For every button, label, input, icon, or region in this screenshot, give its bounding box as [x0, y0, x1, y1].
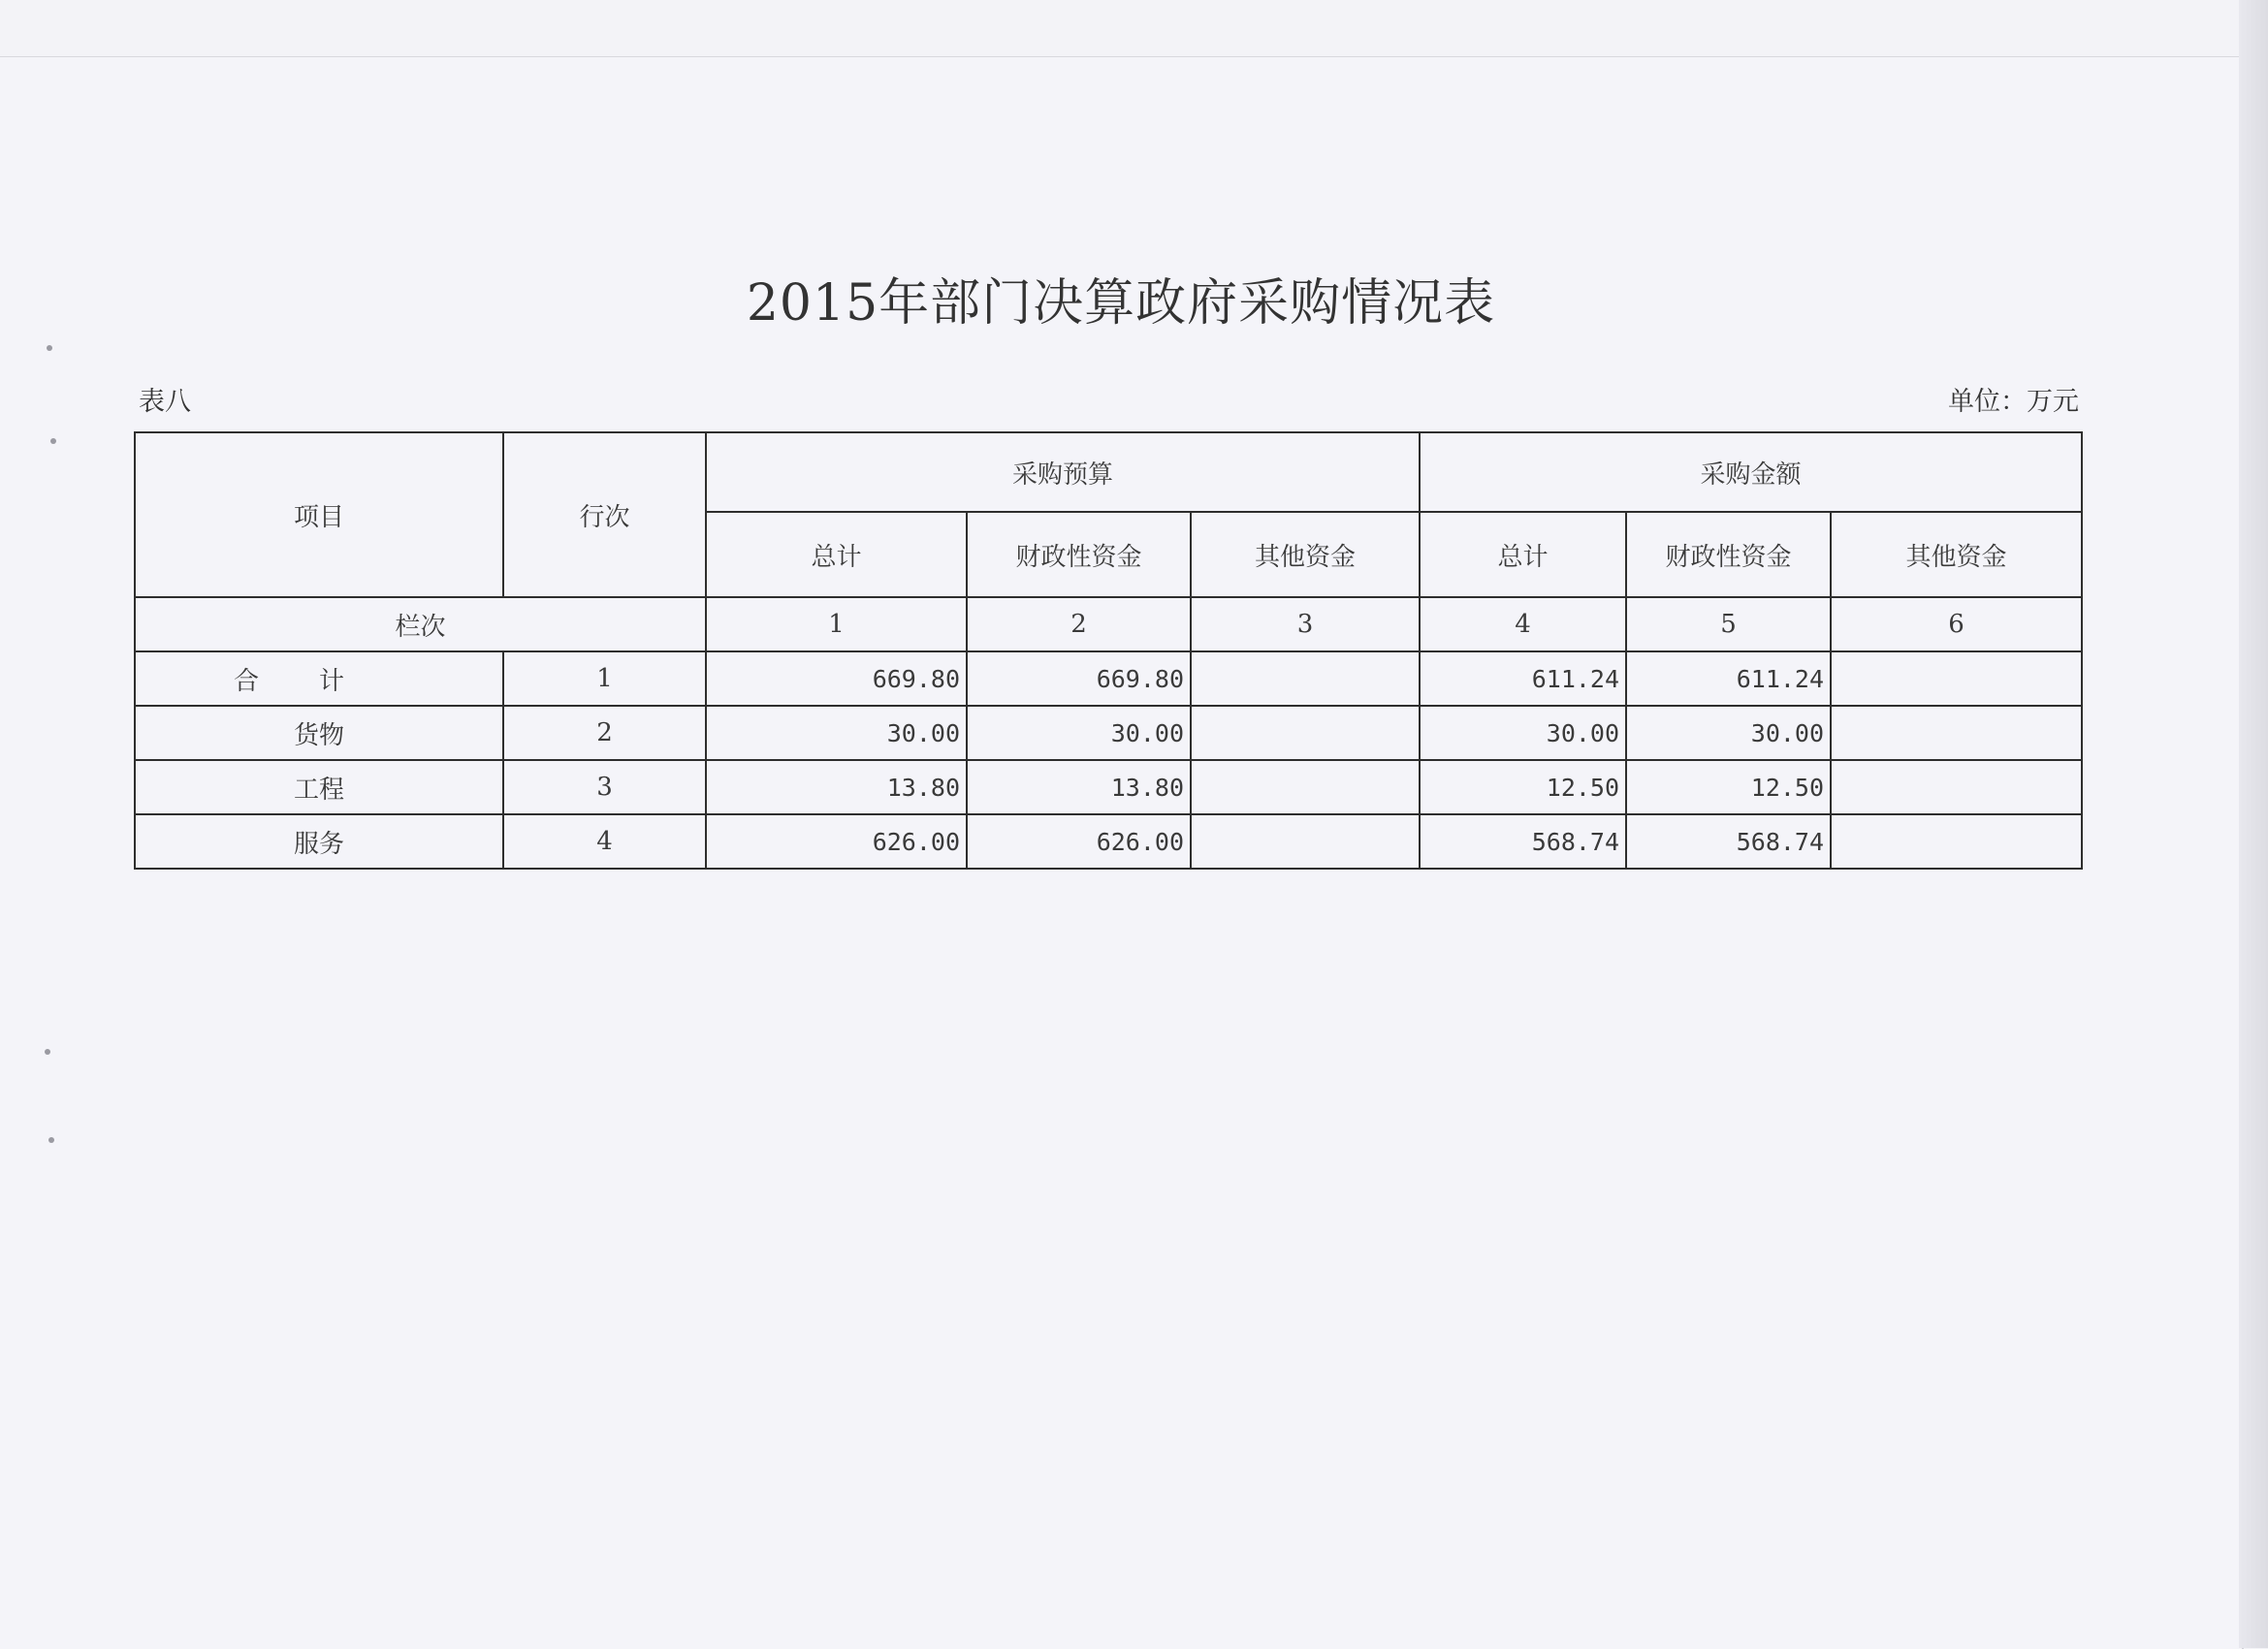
- row-number: 1: [503, 651, 706, 706]
- unit-label: 单位：万元: [1948, 387, 2079, 417]
- row-item: 货物: [135, 706, 503, 760]
- header-item: 项目: [135, 432, 503, 597]
- row-item: 服务: [135, 814, 503, 869]
- amount-fiscal-cell: 568.74: [1626, 814, 1831, 869]
- column-label: 栏次: [135, 597, 706, 651]
- header-row-groups: [135, 432, 2082, 512]
- punch-hole-mark: [50, 438, 56, 444]
- row-item: 合计: [135, 651, 503, 706]
- budget-other-cell: [1191, 651, 1420, 706]
- column-number: 6: [1831, 597, 2082, 651]
- amount-fiscal-cell: 30.00: [1626, 706, 1831, 760]
- budget-fiscal-cell: 13.80: [967, 760, 1191, 814]
- header-budget-fiscal: 财政性资金: [967, 512, 1191, 597]
- budget-other-cell: [1191, 814, 1420, 869]
- table-row-total: [135, 651, 2082, 706]
- budget-fiscal-cell: 669.80: [967, 651, 1191, 706]
- budget-other-cell: [1191, 760, 1420, 814]
- amount-fiscal-cell: 611.24: [1626, 651, 1831, 706]
- header-amount-total: 总计: [1420, 512, 1626, 597]
- column-number: 3: [1191, 597, 1420, 651]
- amount-total-cell: 568.74: [1420, 814, 1626, 869]
- header-row-no: 行次: [503, 432, 706, 597]
- row-number: 4: [503, 814, 706, 869]
- column-number-row: [135, 597, 2082, 651]
- header-amount-fiscal: 财政性资金: [1626, 512, 1831, 597]
- budget-fiscal-cell: 30.00: [967, 706, 1191, 760]
- table-row: [135, 706, 2082, 760]
- header-budget-other: 其他资金: [1191, 512, 1420, 597]
- column-number: 2: [967, 597, 1191, 651]
- amount-total-cell: 30.00: [1420, 706, 1626, 760]
- amount-total-cell: 611.24: [1420, 651, 1626, 706]
- punch-hole-mark: [47, 345, 52, 351]
- amount-other-cell: [1831, 760, 2082, 814]
- column-number: 4: [1420, 597, 1626, 651]
- table-row: [135, 814, 2082, 869]
- header-amount-other: 其他资金: [1831, 512, 2082, 597]
- punch-hole-mark: [48, 1137, 54, 1143]
- budget-total-cell: 30.00: [706, 706, 967, 760]
- row-number: 2: [503, 706, 706, 760]
- page-edge: [2239, 0, 2268, 1648]
- table-row: [135, 760, 2082, 814]
- row-number: 3: [503, 760, 706, 814]
- amount-total-cell: 12.50: [1420, 760, 1626, 814]
- table-number: 表八: [139, 387, 191, 417]
- header-budget-group: 采购预算: [706, 432, 1420, 512]
- column-number: 1: [706, 597, 967, 651]
- budget-fiscal-cell: 626.00: [967, 814, 1191, 869]
- budget-total-cell: 626.00: [706, 814, 967, 869]
- punch-hole-mark: [45, 1049, 50, 1055]
- budget-other-cell: [1191, 706, 1420, 760]
- amount-fiscal-cell: 12.50: [1626, 760, 1831, 814]
- row-item: 工程: [135, 760, 503, 814]
- amount-other-cell: [1831, 814, 2082, 869]
- budget-total-cell: 669.80: [706, 651, 967, 706]
- column-number: 5: [1626, 597, 1831, 651]
- budget-total-cell: 13.80: [706, 760, 967, 814]
- header-amount-group: 采购金额: [1420, 432, 2082, 512]
- page-title: 2015年部门决算政府采购情况表: [746, 274, 1496, 333]
- amount-other-cell: [1831, 706, 2082, 760]
- amount-other-cell: [1831, 651, 2082, 706]
- header-budget-total: 总计: [706, 512, 967, 597]
- procurement-table: [134, 431, 2083, 870]
